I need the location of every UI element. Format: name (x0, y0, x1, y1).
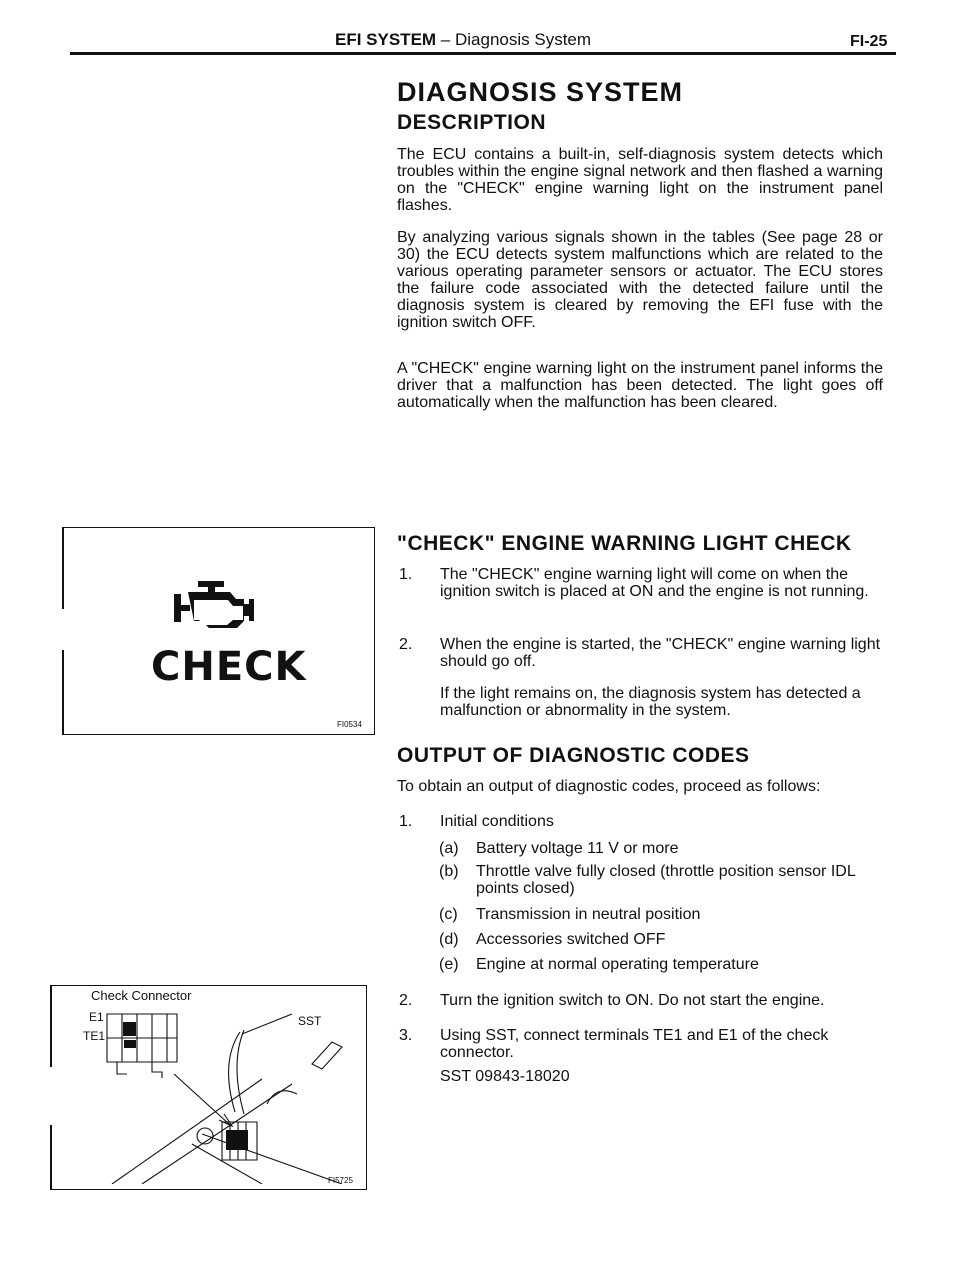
check-light-figure (62, 527, 375, 735)
engine-warning-icon (170, 578, 262, 628)
header-subsection: Diagnosis System (454, 30, 592, 49)
e1-label: E1 (89, 1010, 104, 1024)
figure-left-edge-bottom (62, 650, 64, 734)
header-rule (70, 52, 896, 55)
condition-c-label: (c) (439, 906, 458, 923)
header-section: EFI SYSTEM (335, 30, 437, 49)
page-title: DIAGNOSIS SYSTEM (397, 77, 684, 107)
condition-c-text: Transmission in neutral position (476, 906, 701, 923)
description-paragraph-3: A "CHECK" engine warning light on the instrument panel informs the driver that a malfunction has been detected. The light goes off automatically when the malfunction has been cleared. (397, 360, 883, 411)
condition-d-label: (d) (439, 931, 459, 948)
step-1-number: 1. (399, 813, 413, 830)
connector-title: Check Connector (91, 988, 192, 1003)
check-item-2-number: 2. (399, 636, 413, 653)
check-item-2-text: When the engine is started, the "CHECK" engine warning light should go off. (440, 636, 881, 670)
description-heading: DESCRIPTION (397, 111, 547, 134)
condition-b-text: Throttle valve fully closed (throttle position sensor IDL points closed) (476, 863, 856, 897)
sst-label: SST (298, 1014, 322, 1028)
condition-e-label: (e) (439, 956, 459, 973)
step-2-text: Turn the ignition switch to ON. Do not start the engine. (440, 992, 825, 1009)
figure-left-edge-top (62, 527, 64, 609)
header-separator: – (436, 30, 455, 49)
step-3-number: 3. (399, 1027, 413, 1044)
running-header (335, 30, 591, 50)
output-intro: To obtain an output of diagnostic codes, proceed as follows: (397, 778, 821, 795)
step-2-number: 2. (399, 992, 413, 1009)
condition-e-text: Engine at normal operating temperature (476, 956, 759, 973)
check-note: If the light remains on, the diagnosis system has detected a malfunction or abnormality in the system. (440, 685, 861, 719)
check-label: CHECK (151, 644, 307, 690)
page-number: FI-25 (850, 33, 888, 50)
te1-label: TE1 (83, 1029, 106, 1043)
description-paragraph-2: By analyzing various signals shown in the tables (See page 28 or 30) the ECU detects system malfunctions which are related to the various operating parameter sensors or actuator. The ECU stores the failure code associated with the detected failure until the diagnosis system is cleared by removing the EFI fuse with the ignition switch OFF. (397, 229, 883, 331)
figure-code-fi5725: FI5725 (328, 1176, 353, 1185)
check-light-heading: "CHECK" ENGINE WARNING LIGHT CHECK (397, 532, 852, 555)
description-paragraph-1: The ECU contains a built-in, self-diagnosis system detects which troubles within the engine signal network and then flashed a warning on the "CHECK" engine warning light on the instrument panel flashes. (397, 146, 883, 214)
connector-drawing (52, 1004, 362, 1184)
sst-number: SST 09843-18020 (440, 1068, 570, 1085)
condition-a-label: (a) (439, 840, 459, 857)
condition-b-label: (b) (439, 863, 459, 880)
condition-a-text: Battery voltage 11 V or more (476, 840, 679, 857)
output-heading: OUTPUT OF DIAGNOSTIC CODES (397, 744, 750, 767)
condition-d-text: Accessories switched OFF (476, 931, 666, 948)
step-1-text: Initial conditions (440, 813, 554, 830)
figure-code-fi0534: FI0534 (337, 720, 362, 729)
check-item-1-number: 1. (399, 566, 413, 583)
step-3-text: Using SST, connect terminals TE1 and E1 of the check connector. (440, 1027, 829, 1061)
check-item-1-text: The "CHECK" engine warning light will come on when the ignition switch is placed at ON and the engine is not running. (440, 566, 869, 600)
